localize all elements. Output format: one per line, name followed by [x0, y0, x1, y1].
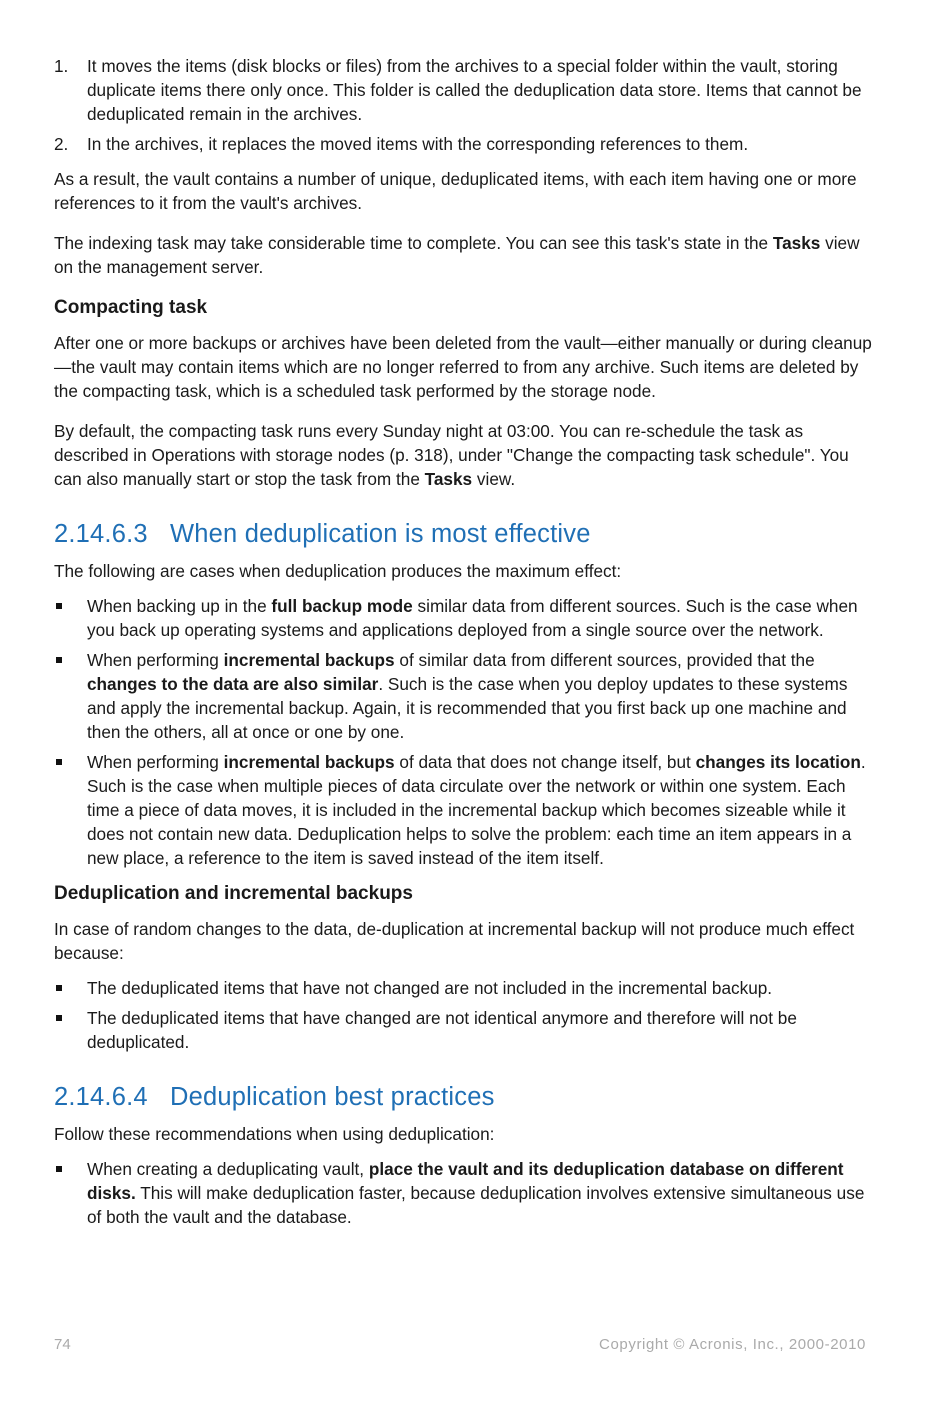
paragraph-compacting-1: After one or more backups or archives have been deleted from the vault—either manually or during cleanup—the vault may contain items which are no longer referred to from any archive. Such items are deleted by the compacting task, which is a scheduled task performed by the storage node. — [54, 333, 872, 401]
list-text: It moves the items (disk blocks or files) from the archives to a special folder within the vault, storing duplicate items there only once. This folder is called the deduplication data store. Items that cannot be deduplicated remain in the archives. — [87, 56, 862, 124]
list-item: When performing incremental backups of similar data from different sources, provided that the changes to the data are also similar. Such is the case when you deploy updates to these systems and apply the incremental backup. Again, it is recommended that you first back up one machine and then the others, all at once or one by one. — [54, 648, 872, 744]
bullet-square-icon — [56, 1166, 62, 1172]
paragraph-compacting-2: By default, the compacting task runs every Sunday night at 03:00. You can re-schedule the task as described in Operations with storage nodes (p. 318), under "Change the compacting task schedule". You can also manually start or stop the task from the Tasks view. — [54, 421, 849, 489]
bullet-square-icon — [56, 985, 62, 991]
section-intro: Follow these recommendations when using deduplication: — [54, 1124, 495, 1144]
list-number: 2. — [54, 134, 69, 154]
section-heading-2-14-6-4 — [54, 1080, 872, 1114]
paragraph-result: As a result, the vault contains a number of unique, deduplicated items, with each item having one or more references to it from the vault's archives. — [54, 169, 857, 213]
section-number: 2.14.6.3 — [54, 520, 148, 548]
bullet-square-icon — [56, 1015, 62, 1021]
list-item — [54, 132, 872, 156]
list-text: In the archives, it replaces the moved items with the corresponding references to them. — [87, 134, 749, 154]
bullet-square-icon — [56, 603, 62, 609]
bullet-list-dedup-incremental — [54, 976, 872, 1054]
section-number: 2.14.6.4 — [54, 1083, 148, 1111]
list-item: When creating a deduplicating vault, place the vault and its deduplication database on different disks. This will make deduplication faster, because deduplication involves extensive simultaneous use of both the vault and the database. — [54, 1157, 872, 1229]
numbered-list — [54, 54, 872, 156]
list-item: When performing incremental backups of data that does not change itself, but changes its location. Such is the case when multiple pieces of data circulate over the network or within one system. Each time a piece of data moves, it is included in the incremental backup which becomes sizeable while it does not contain new data. Deduplication helps to solve the problem: each time an item appears in a new place, a reference to the item is saved instead of the item itself. — [54, 750, 872, 870]
list-item: When backing up in the full backup mode similar data from different sources. Such is the case when you back up operating systems and applications deployed from a single source over the network. — [54, 594, 872, 642]
paragraph-indexing: The indexing task may take considerable time to complete. You can see this task's state in the Tasks view on the management server. — [54, 233, 860, 277]
list-item — [54, 54, 872, 126]
copyright-notice: Copyright © Acronis, Inc., 2000-2010 — [599, 1336, 866, 1353]
list-item: The deduplicated items that have not changed are not included in the incremental backup. — [54, 976, 872, 1000]
heading-dedup-incremental: Deduplication and incremental backups — [54, 883, 413, 904]
bullet-square-icon — [56, 759, 62, 765]
list-item: The deduplicated items that have changed are not identical anymore and therefore will not be deduplicated. — [54, 1006, 872, 1054]
page-number: 74 — [54, 1336, 71, 1353]
bullet-list-best-practices — [54, 1157, 872, 1229]
heading-compacting-task: Compacting task — [54, 297, 208, 318]
list-number: 1. — [54, 56, 69, 76]
section-intro: The following are cases when deduplication produces the maximum effect: — [54, 561, 622, 581]
section-title: When deduplication is most effective — [170, 520, 591, 548]
section-heading-2-14-6-3 — [54, 517, 872, 551]
bullet-square-icon — [56, 657, 62, 663]
section-title: Deduplication best practices — [170, 1083, 495, 1111]
page-content — [54, 54, 872, 1240]
paragraph-dedup-intro: In case of random changes to the data, de-duplication at incremental backup will not produce much effect because: — [54, 919, 855, 963]
bullet-list-effective — [54, 594, 872, 870]
